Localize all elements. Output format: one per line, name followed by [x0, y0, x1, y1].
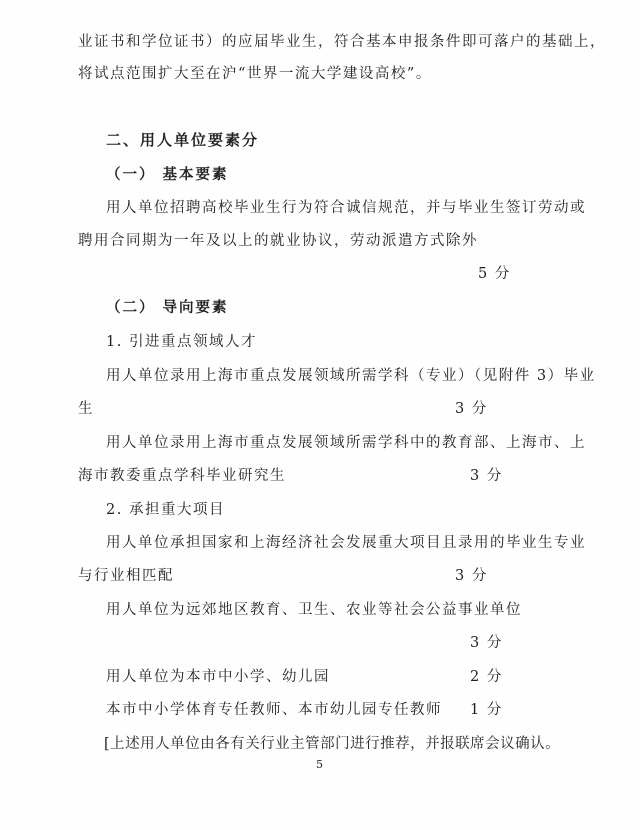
sub1-title: 1. 引进重点领域人才	[106, 334, 257, 350]
sub2-title: 2. 承担重大项目	[106, 502, 225, 518]
sub1-item2-score: 3 分	[470, 468, 503, 484]
sub2-item1-score: 3 分	[455, 568, 488, 584]
sub2-item4-line-1: 本市中小学体育专任教师、本市幼儿园专任教师	[106, 702, 442, 718]
sub2-item3-score: 2 分	[470, 669, 503, 685]
sub1-item1-line-2: 生	[78, 401, 94, 417]
basic-text-line-1: 用人单位招聘高校毕业生行为符合诚信规范，并与毕业生签订劳动或	[106, 200, 586, 216]
sub2-item3-line-1: 用人单位为本市中小学、幼儿园	[106, 669, 330, 685]
sub1-item2-line-2: 海市教委重点学科毕业研究生	[78, 468, 286, 484]
sub1-item2-line-1: 用人单位录用上海市重点发展领域所需学科中的教育部、上海市、上	[106, 435, 586, 451]
sub1-item1-score: 3 分	[455, 401, 488, 417]
intro-line-1: 业证书和学位证书）的应届毕业生，符合基本申报条件即可落户的基础上，	[78, 34, 606, 50]
basic-text-line-2: 聘用合同期为一年及以上的就业协议，劳动派遣方式除外	[78, 233, 478, 249]
intro-line-2: 将试点范围扩大至在沪“世界一流大学建设高校”。	[78, 66, 432, 82]
page-number: 5	[316, 758, 323, 771]
basic-score: 5 分	[478, 266, 511, 282]
basic-factors-title: （一） 基本要素	[106, 167, 229, 183]
sub2-item2-score: 3 分	[470, 635, 503, 651]
section-title: 二、用人单位要素分	[106, 131, 260, 149]
guided-factors-title: （二） 导向要素	[106, 300, 229, 316]
sub2-item2-line-1: 用人单位为远郊地区教育、卫生、农业等社会公益事业单位	[106, 602, 522, 618]
sub2-item1-line-1: 用人单位承担国家和上海经济社会发展重大项目且录用的毕业生专业	[106, 535, 586, 551]
sub1-item1-line-1: 用人单位录用上海市重点发展领域所需学科（专业）（见附件 3）毕业	[106, 368, 596, 384]
sub2-item1-line-2: 与行业相匹配	[78, 568, 174, 584]
sub2-item4-score: 1 分	[470, 702, 503, 718]
note-line: [上述用人单位由各有关行业主管部门进行推荐，并报联席会议确认。	[104, 736, 561, 752]
